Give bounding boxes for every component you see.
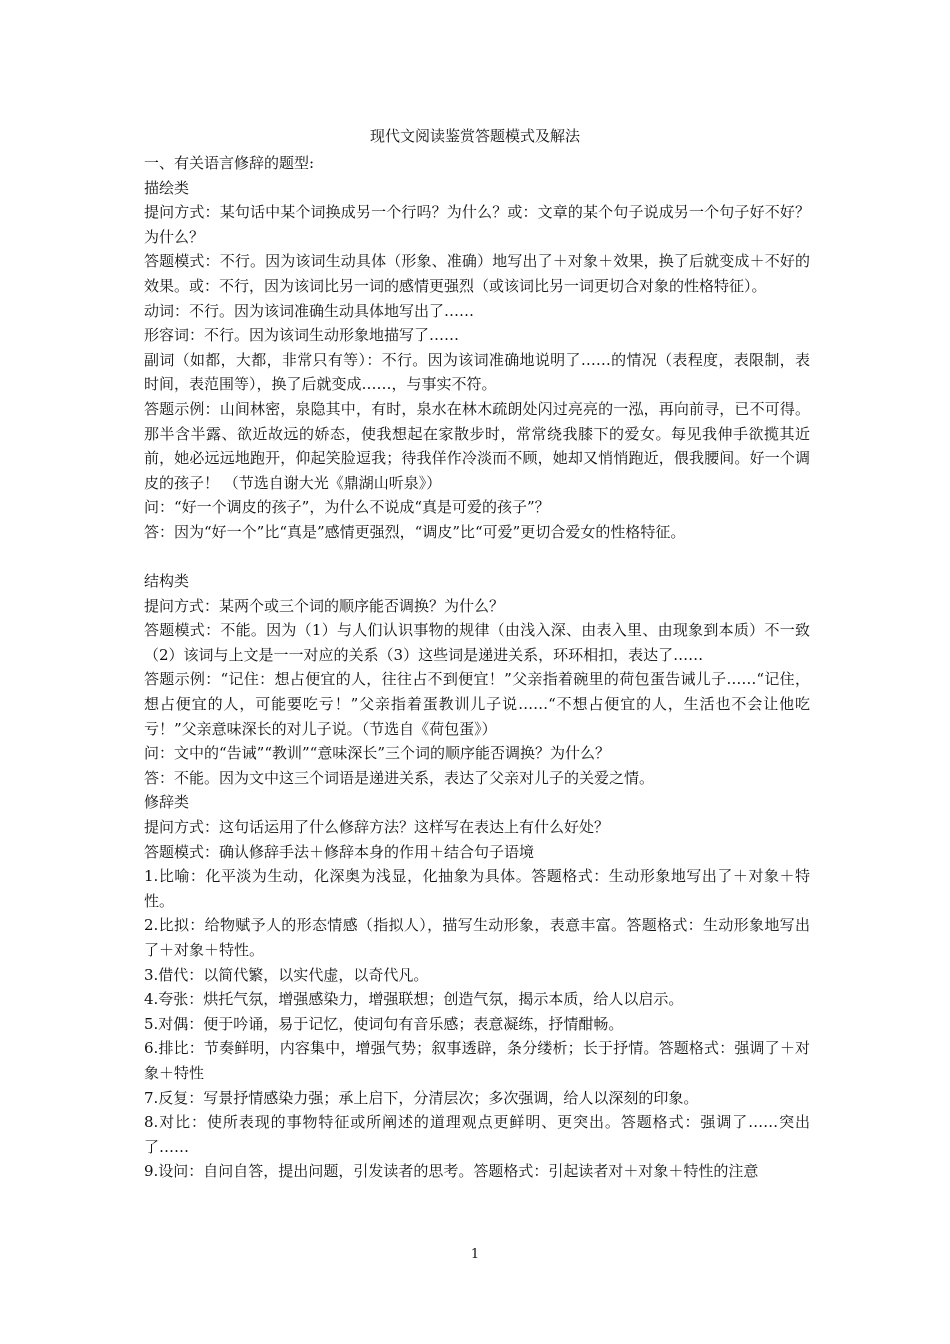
list-item: 4.夸张：烘托气氛，增强感染力，增强联想；创造气氛，揭示本质，给人以启示。 <box>144 990 684 1009</box>
list-item: 8.对比：使所表现的事物特征或所阐述的道理观点更鲜明、更突出。答题格式：强调了……突出了…… <box>144 1113 810 1156</box>
paragraph: 答题示例：山间林密，泉隐其中，有时，泉水在林木疏朗处闪过亮亮的一泓，再向前寻，已不可得。那半含半露、欲近故远的娇态，使我想起在家散步时，常常绕我膝下的爱女。每见我伸手欲揽其近前，她必远远地跑开，仰起笑脸逗我；待我佯作冷淡而不顾，她却又悄悄跑近，偎我腰间。好一个调皮的孩子！ （节选自谢大光《鼎湖山听泉》） <box>144 399 810 492</box>
paragraph: 答题模式：确认修辞手法＋修辞本身的作用＋结合句子语境 <box>144 842 535 861</box>
paragraph: 形容词：不行。因为该词生动形象地描写了…… <box>144 326 460 345</box>
paragraph: 动词：不行。因为该词准确生动具体地写出了…… <box>144 301 475 320</box>
paragraph: 提问方式：某句话中某个词换成另一个行吗？为什么？或：文章的某个句子说成另一个句子好不好？为什么？ <box>144 203 810 246</box>
paragraph: 答题示例：“记住：想占便宜的人，往往占不到便宜！”父亲指着碗里的荷包蛋告诫儿子……“记住，想占便宜的人，可能要吃亏！”父亲指着蛋教训儿子说……“不想占便宜的人，生活也不会让他吃亏！”父亲意味深长的对儿子说。（节选自《荷包蛋》） <box>144 670 810 738</box>
list-item: 5.对偶：便于吟诵，易于记忆，使词句有音乐感；表意凝练，抒情酣畅。 <box>144 1014 624 1033</box>
paragraph: 问：文中的“告诫”“教训”“意味深长”三个词的顺序能否调换？为什么？ <box>144 744 611 763</box>
subsection-heading: 描绘类 <box>144 178 190 197</box>
subsection-heading: 结构类 <box>144 572 190 591</box>
page-number: 1 <box>470 1247 480 1262</box>
paragraph: 副词（如都，大都，非常只有等）：不行。因为该词准确地说明了……的情况（表程度，表限制，表时间，表范围等），换了后就变成……，与事实不符。 <box>144 350 810 394</box>
subsection-heading: 修辞类 <box>144 793 190 812</box>
paragraph: 答：因为“好一个”比“真是”感情更强烈，“调皮”比“可爱”更切合爱女的性格特征。 <box>144 522 686 541</box>
list-item: 9.设问：自问自答，提出问题，引发读者的思考。答题格式：引起读者对＋对象＋特性的注意 <box>144 1162 759 1181</box>
list-item: 1.比喻：化平淡为生动，化深奥为浅显，化抽象为具体。答题格式：生动形象地写出了＋对象＋特性。 <box>144 867 810 910</box>
document-body <box>144 151 810 1184</box>
blank-line <box>144 545 810 570</box>
list-item: 6.排比：节奏鲜明，内容集中，增强气势；叙事透辟，条分缕析；长于抒情。答题格式：强调了＋对象＋特性 <box>144 1039 810 1082</box>
paragraph: 问：“好一个调皮的孩子”，为什么不说成“真是可爱的孩子”？ <box>144 498 550 517</box>
list-item: 7.反复：写景抒情感染力强；承上启下，分清层次；多次强调，给人以深刻的印象。 <box>144 1088 699 1107</box>
document-title: 现代文阅读鉴赏答题模式及解法 <box>369 127 580 145</box>
section-heading: 一、有关语言修辞的题型: <box>144 154 315 172</box>
paragraph: 提问方式：某两个或三个词的顺序能否调换？为什么？ <box>144 596 505 615</box>
list-item: 3.借代：以简代繁，以实代虚，以奇代凡。 <box>144 965 429 984</box>
paragraph: 提问方式：这句话运用了什么修辞方法？这样写在表达上有什么好处？ <box>144 818 610 837</box>
paragraph: 答题模式：不能。因为（1）与人们认识事物的规律（由浅入深、由表入里、由现象到本质）不一致（2）该词与上文是一一对应的关系（3）这些词是递进关系，环环相扣，表达了…… <box>144 621 810 664</box>
paragraph: 答：不能。因为文中这三个词语是递进关系，表达了父亲对儿子的关爱之情。 <box>144 768 655 787</box>
paragraph: 答题模式：不行。因为该词生动具体（形象、准确）地写出了＋对象＋效果，换了后就变成＋不好的效果。或：不行，因为该词比另一词的感情更强烈（或该词比另一词更切合对象的性格特征）。 <box>144 252 810 295</box>
list-item: 2.比拟：给物赋予人的形态情感（指拟人），描写生动形象，表意丰富。答题格式：生动形象地写出了＋对象＋特性。 <box>144 916 810 959</box>
